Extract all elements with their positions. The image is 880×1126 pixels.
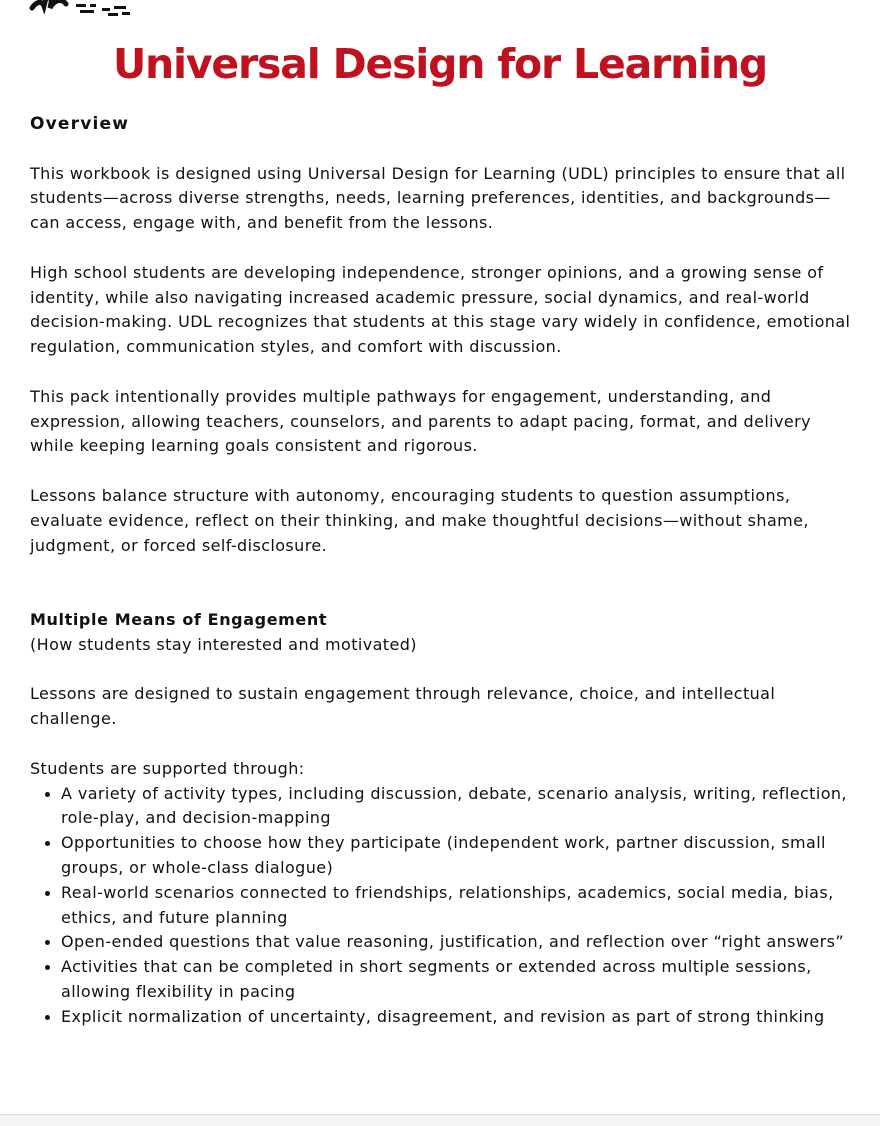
engagement-intro: Lessons are designed to sustain engagement through relevance, choice, and intellectual challenge. (30, 684, 776, 729)
list-item: Opportunities to choose how they participate (independent work, partner discussion, small groups, or whole-class dialogue) (61, 831, 860, 881)
overview-paragraph: High school students are developing independence, stronger opinions, and a growing sense of identity, while also navigating increased academic pressure, social dynamics, and real-world decision-making. UDL recognizes that students at this stage vary widely in confidence, emotional regulation, communication styles, and comfort with discussion. (30, 262, 851, 357)
overview-paragraph: This pack intentionally provides multiple pathways for engagement, understanding, and expression, allowing teachers, counselors, and parents to adapt pacing, format, and delivery while keeping learning goals consistent and rigorous. (30, 386, 811, 456)
overview-heading: Overview (30, 114, 130, 134)
engagement-bullet-list (30, 782, 860, 1030)
list-item: Activities that can be completed in short segments or extended across multiple sessions, allowing flexibility in pacing (61, 955, 860, 1005)
overview-paragraph: Lessons balance structure with autonomy, encouraging students to question assumptions, evaluate evidence, reflect on their thinking, and make thoughtful decisions—without shame, judgment, or forced self-disclosure. (30, 485, 809, 555)
page-bottom-divider (0, 1114, 880, 1126)
engagement-list-intro: Students are supported through: (30, 758, 305, 778)
engagement-heading: Multiple Means of Engagement (30, 609, 328, 629)
overview-paragraph: This workbook is designed using Universal Design for Learning (UDL) principles to ensure that all students—across diverse strengths, needs, learning preferences, identities, and backgrounds—can access, engage with, and benefit from the lessons. (30, 163, 846, 233)
list-item: Real-world scenarios connected to friendships, relationships, academics, social media, bias, ethics, and future planning (61, 881, 860, 931)
page-title: Universal Design for Learning (112, 40, 768, 88)
brand-logo-icon (28, 0, 148, 18)
document-body (30, 112, 860, 1029)
list-item: Explicit normalization of uncertainty, disagreement, and revision as part of strong thinking (61, 1005, 860, 1030)
list-item: Open-ended questions that value reasoning, justification, and reflection over “right answers” (61, 930, 860, 955)
list-item: A variety of activity types, including discussion, debate, scenario analysis, writing, reflection, role-play, and decision-mapping (61, 782, 860, 832)
engagement-subheading: (How students stay interested and motivated) (30, 634, 417, 654)
